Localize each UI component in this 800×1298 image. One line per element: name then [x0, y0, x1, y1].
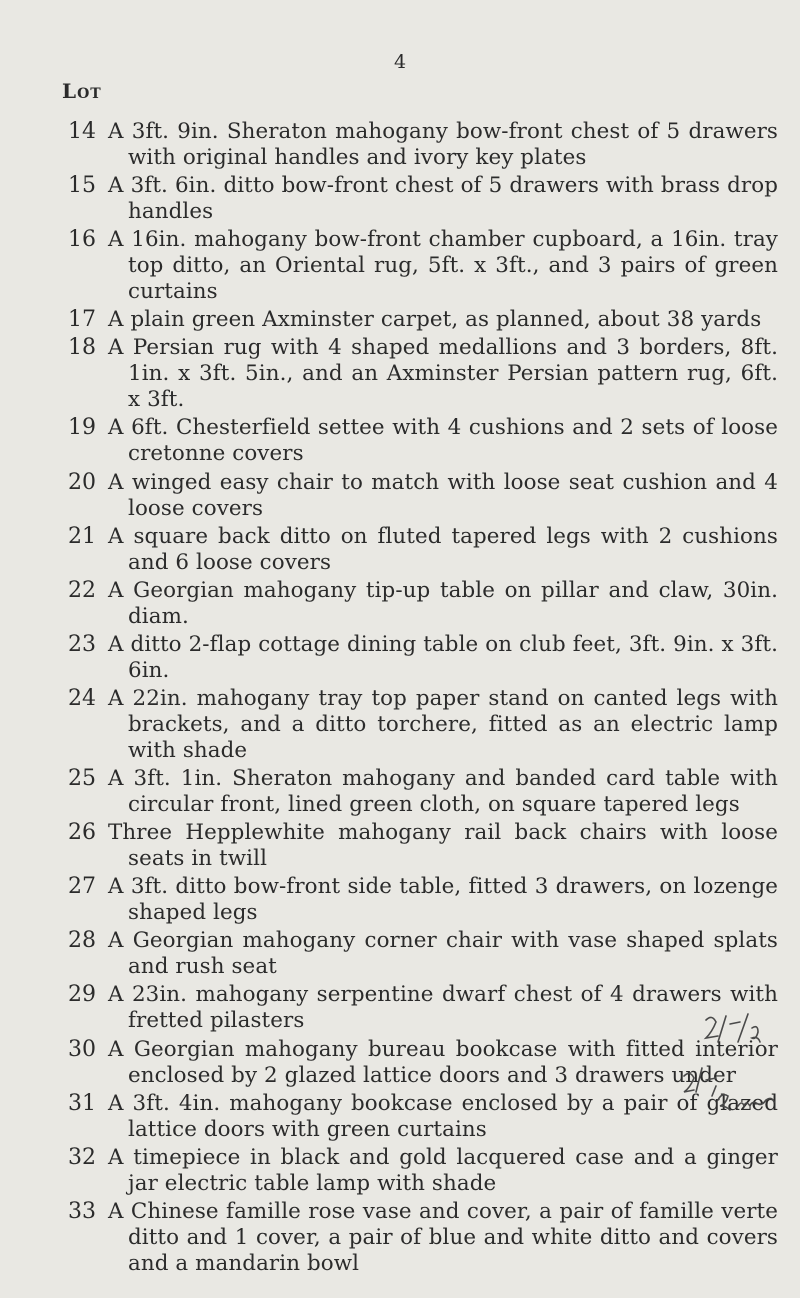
lot-entry [0, 820, 800, 872]
lot-number: 26 [68, 820, 96, 846]
lot-description: A 3ft. 9in. Sheraton mahogany bow-front chest of 5 drawers with original handles and ivory key plates [108, 119, 778, 170]
lot-entry [0, 928, 800, 980]
lot-entry [0, 335, 800, 413]
lot-description: A 3ft. 1in. Sheraton mahogany and banded card table with circular front, lined green cloth, on square tapered legs [108, 766, 778, 818]
lot-number: 15 [68, 173, 96, 199]
lot-entry [0, 1199, 800, 1277]
lot-description: A Georgian mahogany bureau bookcase with fitted interior enclosed by 2 glazed lattice doors and 3 drawers under [108, 1036, 778, 1088]
lot-number: 27 [68, 874, 96, 900]
lot-number: 21 [68, 523, 96, 549]
lot-description: A Georgian mahogany tip-up table on pillar and claw, 30in. diam. [108, 577, 778, 629]
lot-entry [0, 1145, 800, 1197]
lot-description: A 23in. mahogany serpentine dwarf chest of 4 drawers with fretted pilasters [108, 982, 778, 1034]
lot-number: 18 [68, 335, 96, 361]
lot-description: A winged easy chair to match with loose seat cushion and 4 loose covers [108, 469, 778, 521]
lot-entry [0, 227, 800, 305]
lot-entry [0, 578, 800, 630]
lot-number: 29 [68, 982, 96, 1008]
lot-number: 19 [68, 415, 96, 441]
lot-number: 31 [68, 1090, 96, 1116]
lot-entry [0, 766, 800, 818]
lot-description: A ditto 2-flap cottage dining table on club feet, 3ft. 9in. x 3ft. 6in. [108, 631, 778, 683]
handwritten-annotation [648, 1010, 798, 1120]
lot-entry [0, 632, 800, 684]
lot-number: 14 [68, 119, 96, 144]
lot-entry [0, 307, 800, 333]
lot-number: 17 [68, 307, 96, 333]
lot-description: A 3ft. 6in. ditto bow-front chest of 5 drawers with brass drop handles [108, 173, 778, 225]
lot-number: 33 [68, 1198, 96, 1224]
lot-number: 30 [68, 1036, 96, 1062]
lot-description: A 3ft. ditto bow-front side table, fitted 3 drawers, on lozenge shaped legs [108, 874, 778, 926]
lot-number: 22 [68, 577, 96, 603]
lot-entry [0, 173, 800, 225]
lot-description: A plain green Axminster carpet, as planned, about 38 yards [108, 307, 762, 333]
lot-description: A square back ditto on fluted tapered legs with 2 cushions and 6 loose covers [108, 523, 778, 575]
lot-description: A 6ft. Chesterfield settee with 4 cushions and 2 sets of loose cretonne covers [108, 415, 778, 467]
lot-number: 23 [68, 631, 96, 657]
lot-description: A 16in. mahogany bow-front chamber cupboard, a 16in. tray top ditto, an Oriental rug, 5ft. x 3ft., and 3 pairs of green curtains [108, 227, 778, 305]
lot-entry [0, 874, 800, 926]
lot-description: A Georgian mahogany corner chair with vase shaped splats and rush seat [108, 928, 778, 980]
lot-description: A Chinese famille rose vase and cover, a pair of famille verte ditto and 1 cover, a pair of blue and white ditto and covers and a mandarin bowl [108, 1198, 778, 1276]
lot-number: 25 [68, 766, 96, 792]
lot-entry [0, 470, 800, 522]
lot-description: A Persian rug with 4 shaped medallions and 3 borders, 8ft. 1in. x 3ft. 5in., and an Axminster Persian pattern rug, 6ft. x 3ft. [108, 335, 778, 413]
lot-entry [0, 119, 800, 171]
lot-number: 16 [68, 227, 96, 253]
lot-description: Three Hepplewhite mahogany rail back chairs with loose seats in twill [108, 820, 778, 872]
lot-number: 28 [68, 928, 96, 954]
lot-entry [0, 686, 800, 764]
lot-column-heading: Lot [62, 79, 102, 103]
lot-description: A 22in. mahogany tray top paper stand on canted legs with brackets, and a ditto torchere, fitted as an electric lamp with shade [108, 685, 778, 763]
lot-entry [0, 524, 800, 576]
lot-description: A timepiece in black and gold lacquered case and a ginger jar electric table lamp with shade [108, 1144, 778, 1196]
lot-number: 24 [68, 685, 96, 711]
lot-number: 20 [68, 469, 96, 495]
lot-entry [0, 415, 800, 467]
lot-number: 32 [68, 1144, 96, 1170]
page-number: 4 [394, 51, 407, 73]
lot-description: A 3ft. 4in. mahogany bookcase enclosed by a pair of glazed lattice doors with green curtains [108, 1090, 778, 1142]
handwriting-image [648, 1010, 798, 1120]
